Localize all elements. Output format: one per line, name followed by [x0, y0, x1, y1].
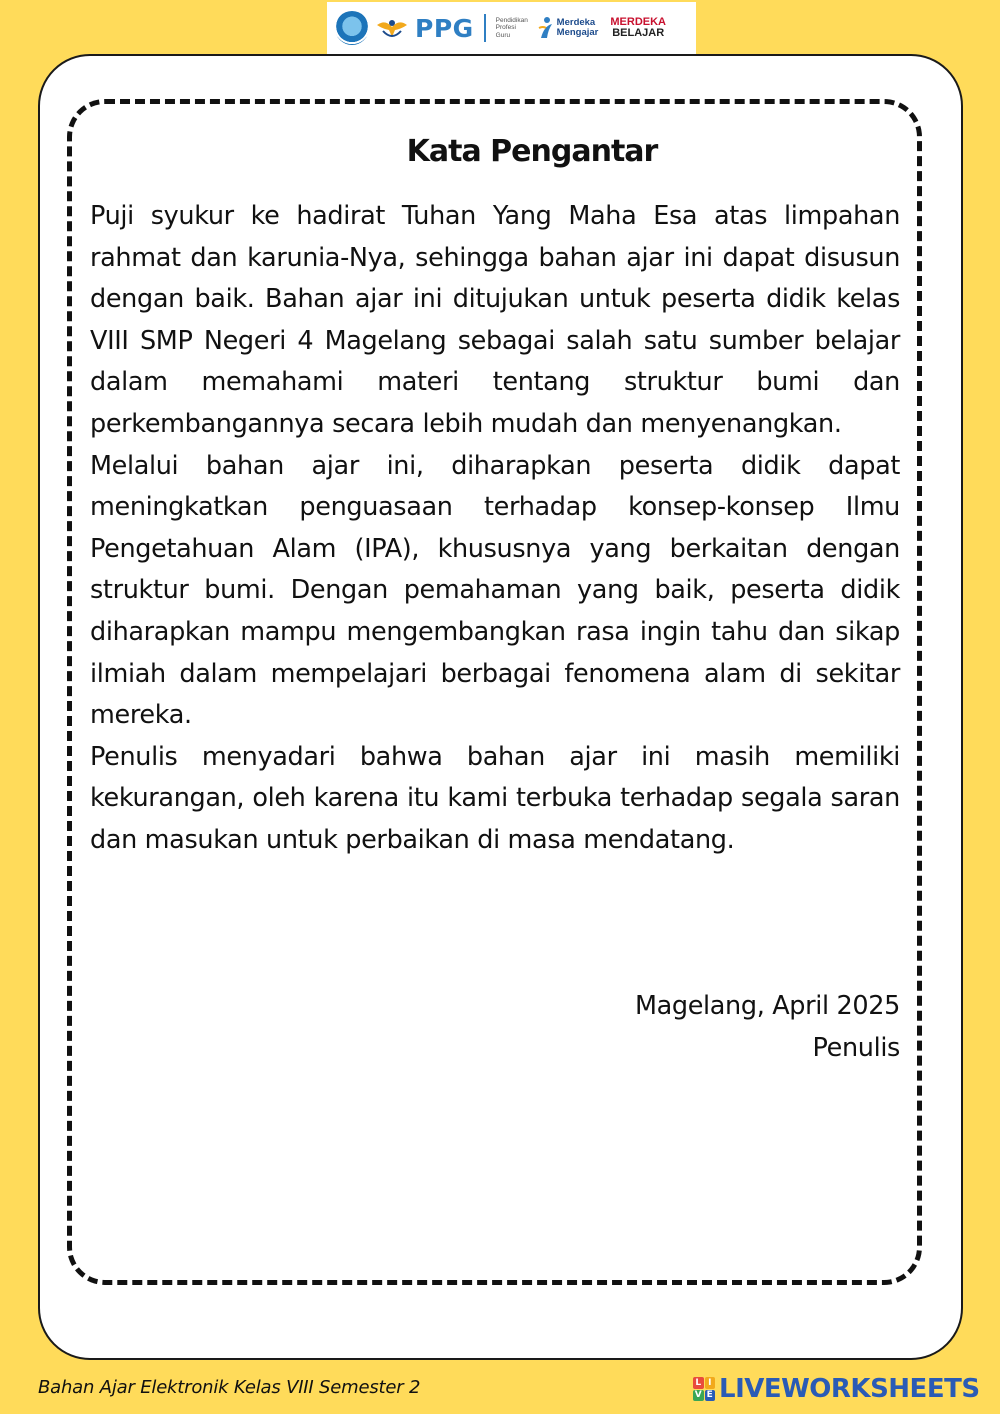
body-text — [90, 196, 900, 862]
ppg-logo-text: PPG — [415, 13, 474, 43]
liveworksheets-grid-icon: L I V E — [693, 1377, 715, 1401]
merdeka-mengajar-figure-icon — [538, 16, 554, 40]
author: Penulis — [812, 1033, 900, 1063]
paragraph-1: Puji syukur ke hadirat Tuhan Yang Maha Esa atas limpahan rahmat dan karunia-Nya, sehingga bahan ajar ini dapat disusun dengan baik. Bahan ajar ini ditujukan untuk peserta didik kelas VIII SMP Negeri 4 Magelang sebagai salah satu sumber belajar dalam memahami materi tentang struktur bumi dan perkembangannya secara lebih mudah dan menyenangkan. — [90, 201, 900, 439]
merdeka-mengajar-logo — [538, 16, 599, 40]
garuda-bird-icon — [375, 15, 409, 41]
logo-divider — [484, 14, 486, 42]
liveworksheets-logo[interactable] — [693, 1372, 980, 1406]
ppg-subtitle: Pendidikan Profesi Guru — [495, 16, 528, 39]
footer-caption: Bahan Ajar Elektronik Kelas VIII Semester 2 — [38, 1377, 421, 1398]
merdeka-belajar-logo: MERDEKA BELAJAR — [610, 16, 667, 39]
header-logo-strip — [327, 2, 696, 54]
signature-block — [90, 985, 900, 1069]
paragraph-2: Melalui bahan ajar ini, diharapkan peserta didik dapat meningkatkan penguasaan terhadap konsep-konsep Ilmu Pengetahuan Alam (IPA), khususnya yang berkaitan dengan struktur bumi. Dengan pemahaman yang baik, peserta didik diharapkan mampu mengembangkan rasa ingin tahu dan sikap ilmiah dalam mempelajari berbagai fenomena alam di sekitar mereka. — [90, 450, 900, 731]
paragraph-3: Penulis menyadari bahwa bahan ajar ini masih memiliki kekurangan, oleh karena itu kami terbuka terhadap segala saran dan masukan untuk perbaikan di masa mendatang. — [90, 741, 900, 855]
place-date: Magelang, April 2025 — [634, 991, 900, 1021]
page-title: Kata Pengantar — [406, 134, 658, 169]
kemdikbud-seal-icon — [335, 11, 369, 45]
merdeka-mengajar-text: Merdeka Mengajar — [556, 17, 599, 38]
liveworksheets-brand-text: LIVEWORKSHEETS — [719, 1374, 980, 1404]
